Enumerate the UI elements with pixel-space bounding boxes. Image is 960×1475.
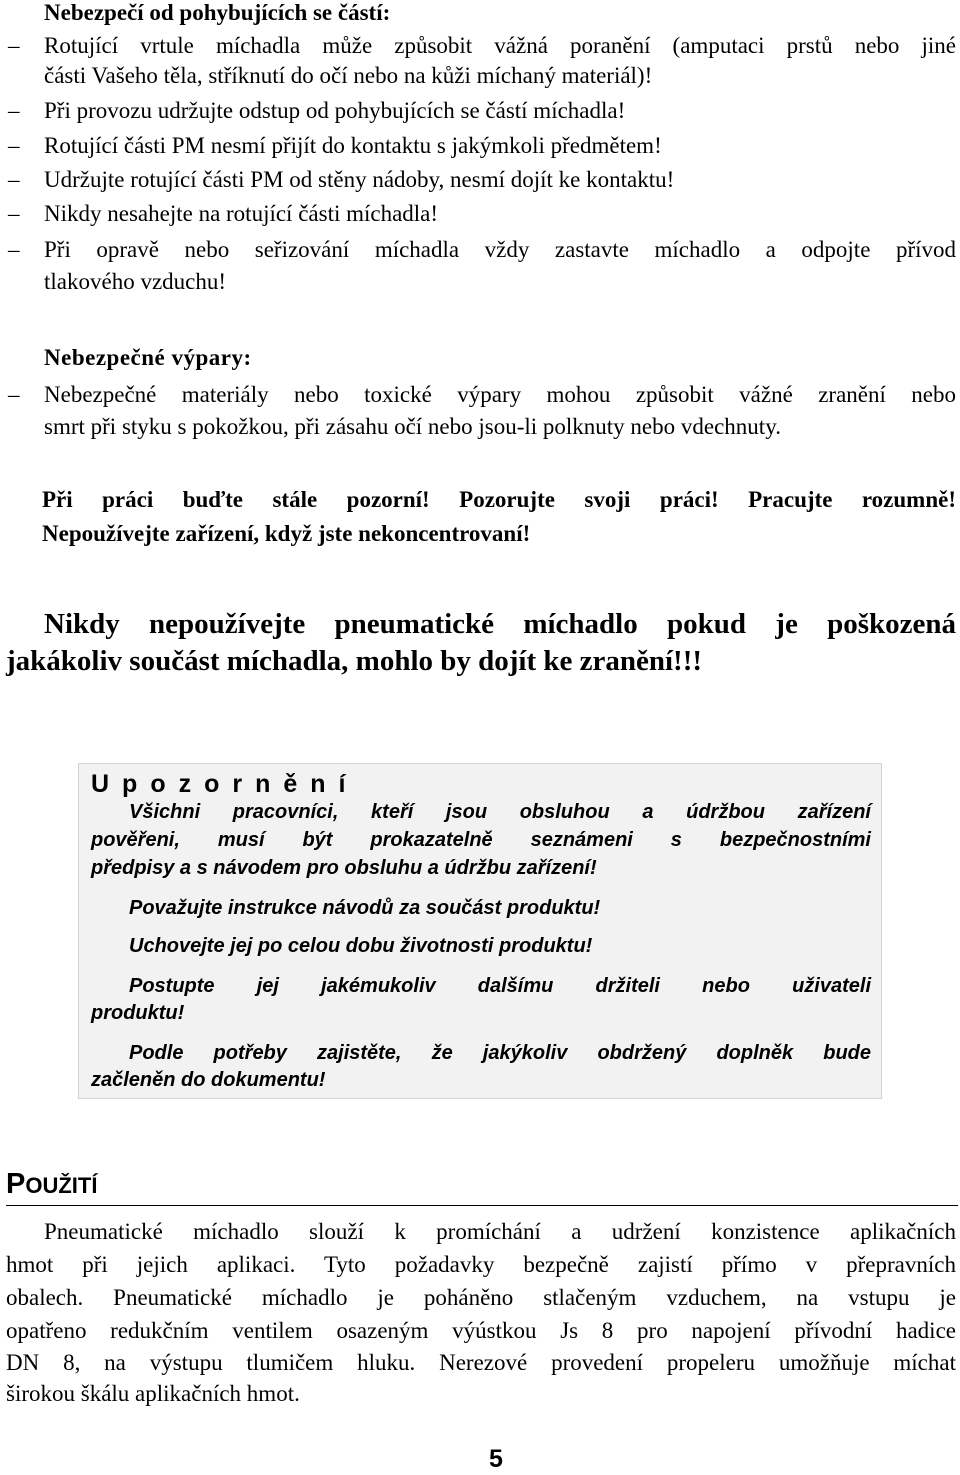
notice-heading: Upozornění <box>91 770 359 798</box>
bullet-dash: – <box>8 133 20 158</box>
usage-line-5: DN 8, na výstupu tlumičem hluku. Nerezové provedení propeleru umožňuje míchat <box>6 1350 956 1375</box>
page-number: 5 <box>489 1445 503 1473</box>
notice-box <box>78 763 882 1099</box>
notice-paragraph-4-line-2: produktu! <box>91 1002 185 1024</box>
moving-parts-item-6-line-2: tlakového vzduchu! <box>44 269 227 294</box>
notice-paragraph-1-line-2: pověřeni, musí být prokazatelně seznámeni s bezpečnostními <box>91 829 871 851</box>
usage-line-4: opatřeno redukčním ventilem osazeným výústkou Js 8 pro napojení přívodní hadice <box>6 1318 956 1343</box>
notice-paragraph-1-line-1: Všichni pracovníci, kteří jsou obsluhou a údržbou zařízení <box>129 801 871 823</box>
usage-title <box>6 1168 97 1201</box>
bullet-dash: – <box>8 237 20 262</box>
notice-paragraph-5-line-1: Podle potřeby zajistěte, že jakýkoliv obdržený doplněk bude <box>129 1042 871 1064</box>
moving-parts-item-5: Nikdy nesahejte na rotující části míchadla! <box>44 201 439 226</box>
notice-paragraph-3: Uchovejte jej po celou dobu životnosti produktu! <box>129 935 593 957</box>
bullet-dash: – <box>8 167 20 192</box>
usage-title-initial: P <box>6 1168 26 1200</box>
notice-paragraph-4-line-1: Postupte jej jakémukoliv dalšímu držiteli nebo uživateli <box>129 975 871 997</box>
usage-title-rest: OUŽITÍ <box>25 1173 98 1198</box>
bullet-dash: – <box>8 98 20 123</box>
bullet-dash: – <box>8 201 20 226</box>
fumes-item-1-line-2: smrt při styku s pokožkou, při zásahu očí nebo jsou-li polknuty nebo vdechnuty. <box>44 414 781 439</box>
notice-paragraph-1-line-3: předpisy a s návodem pro obsluhu a údržbu zařízení! <box>91 857 597 879</box>
usage-line-1: Pneumatické míchadlo slouží k promíchání a udržení konzistence aplikačních <box>44 1219 956 1244</box>
moving-parts-item-4: Udržujte rotující části PM od stěny nádoby, nesmí dojít ke kontaktu! <box>44 167 675 192</box>
notice-paragraph-2: Považujte instrukce návodů za součást produktu! <box>129 897 601 919</box>
section-divider <box>6 1205 958 1206</box>
notice-paragraph-5-line-2: začleněn do dokumentu! <box>91 1069 326 1091</box>
usage-line-6: širokou škálu aplikačních hmot. <box>6 1381 300 1406</box>
moving-parts-item-3: Rotující části PM nesmí přijít do kontaktu s jakýmkoli předmětem! <box>44 133 662 158</box>
usage-line-3: obalech. Pneumatické míchadlo je poháněno stlačeným vzduchem, na vstupu je <box>6 1285 956 1310</box>
moving-parts-heading: Nebezpečí od pohybujících se částí: <box>44 0 391 25</box>
attention-line-2: Nepoužívejte zařízení, když jste nekoncentrovaní! <box>42 521 531 546</box>
warning-line-2: jakákoliv součást míchadla, mohlo by dojít ke zranění!!! <box>6 645 703 677</box>
usage-line-2: hmot při jejich aplikaci. Tyto požadavky bezpečně zajistí přímo v přepravních <box>6 1252 956 1277</box>
fumes-heading: Nebezpečné výpary: <box>44 345 252 370</box>
attention-line-1: Při práci buďte stále pozorní! Pozorujte svoji práci! Pracujte rozumně! <box>42 487 956 512</box>
warning-line-1: Nikdy nepoužívejte pneumatické míchadlo pokud je poškozená <box>44 608 956 640</box>
moving-parts-item-1-line-1: Rotující vrtule míchadla může způsobit vážná poranění (amputaci prstů nebo jiné <box>44 33 956 58</box>
moving-parts-item-2: Při provozu udržujte odstup od pohybujících se částí míchadla! <box>44 98 626 123</box>
moving-parts-item-6-line-1: Při opravě nebo seřizování míchadla vždy zastavte míchadlo a odpojte přívod <box>44 237 956 262</box>
fumes-item-1-line-1: Nebezpečné materiály nebo toxické výpary mohou způsobit vážné zranění nebo <box>44 382 956 407</box>
moving-parts-item-1-line-2: části Vašeho těla, stříknutí do očí nebo na kůži míchaný materiál)! <box>44 63 653 88</box>
bullet-dash: – <box>8 33 20 58</box>
bullet-dash: – <box>8 382 20 407</box>
